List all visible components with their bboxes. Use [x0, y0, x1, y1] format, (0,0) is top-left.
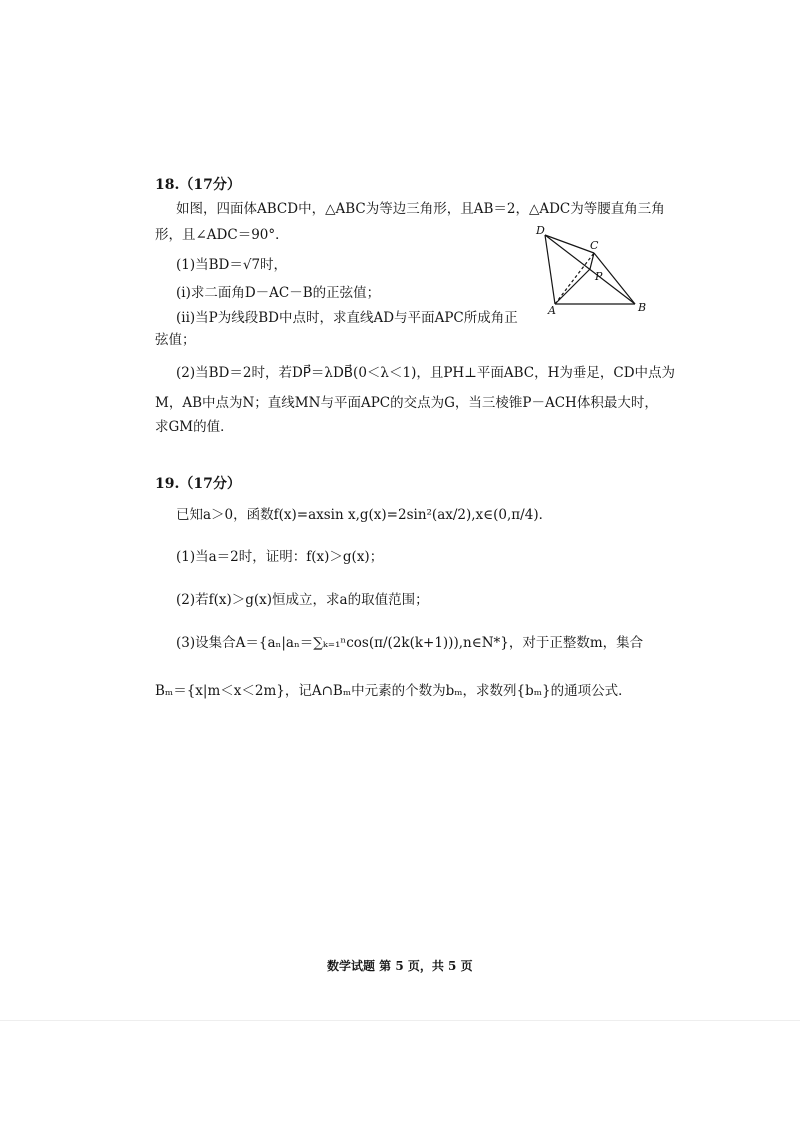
label-P: P	[595, 270, 603, 283]
q19-part2: (2)若f(x)＞g(x)恒成立，求a的取值范围；	[176, 592, 429, 608]
q18-part1-i: (i)求二面角D－AC－B的正弦值；	[176, 285, 381, 301]
label-D: D	[536, 224, 545, 237]
q18-part2-line2: M，AB中点为N；直线MN与平面APC的交点为G，当三棱锥P－ACH体积最大时，	[155, 395, 658, 411]
q19-given: 已知a＞0，函数f(x)=axsin x,g(x)=2sin²(ax/2),x∈(0,π/4)．	[176, 507, 553, 523]
q18-part1-ii-line2: 弦值；	[155, 332, 196, 348]
label-C: C	[590, 239, 599, 252]
q18-header: 18.（17分）	[155, 177, 241, 193]
q18-intro-line2: 形，且∠ADC＝90°．	[155, 227, 289, 243]
page-bottom-divider	[0, 1020, 800, 1021]
label-B: B	[638, 301, 647, 314]
tetrahedron-figure	[532, 222, 654, 322]
q19-header: 19.（17分）	[155, 476, 241, 492]
edge-AP	[555, 269, 590, 304]
page-footer: 数学试题 第 5 页，共 5 页	[327, 959, 473, 973]
q18-intro-line1: 如图，四面体ABCD中，△ABC为等边三角形，且AB＝2，△ADC为等腰直角三角	[176, 201, 665, 217]
edge-DA	[545, 235, 555, 304]
q18-part2-line3: 求GM的值．	[155, 419, 234, 435]
q18-part1-ii-line1: (ii)当P为线段BD中点时，求直线AD与平面APC所成角正	[176, 310, 518, 326]
q18-part1: (1)当BD＝√7时，	[176, 257, 288, 273]
q19-part3-line2: Bₘ＝{x|m＜x＜2m}，记A∩Bₘ中元素的个数为bₘ，求数列{bₘ}的通项公式．	[155, 683, 632, 699]
edge-AC-hidden	[555, 253, 594, 304]
q19-part3-line1: (3)设集合A＝{aₙ|aₙ＝∑ₖ₌₁ⁿcos(π/(2k(k+1))),n∈N*}，对于正整数m，集合	[176, 635, 644, 651]
label-A: A	[548, 304, 556, 317]
q18-part2-line1: (2)当BD＝2时，若DP⃗＝λDB⃗(0＜λ＜1)，且PH⊥平面ABC，H为垂足，CD中点为	[176, 365, 676, 381]
q19-part1: (1)当a＝2时，证明：f(x)＞g(x)；	[176, 549, 384, 565]
edge-DC	[545, 235, 594, 253]
